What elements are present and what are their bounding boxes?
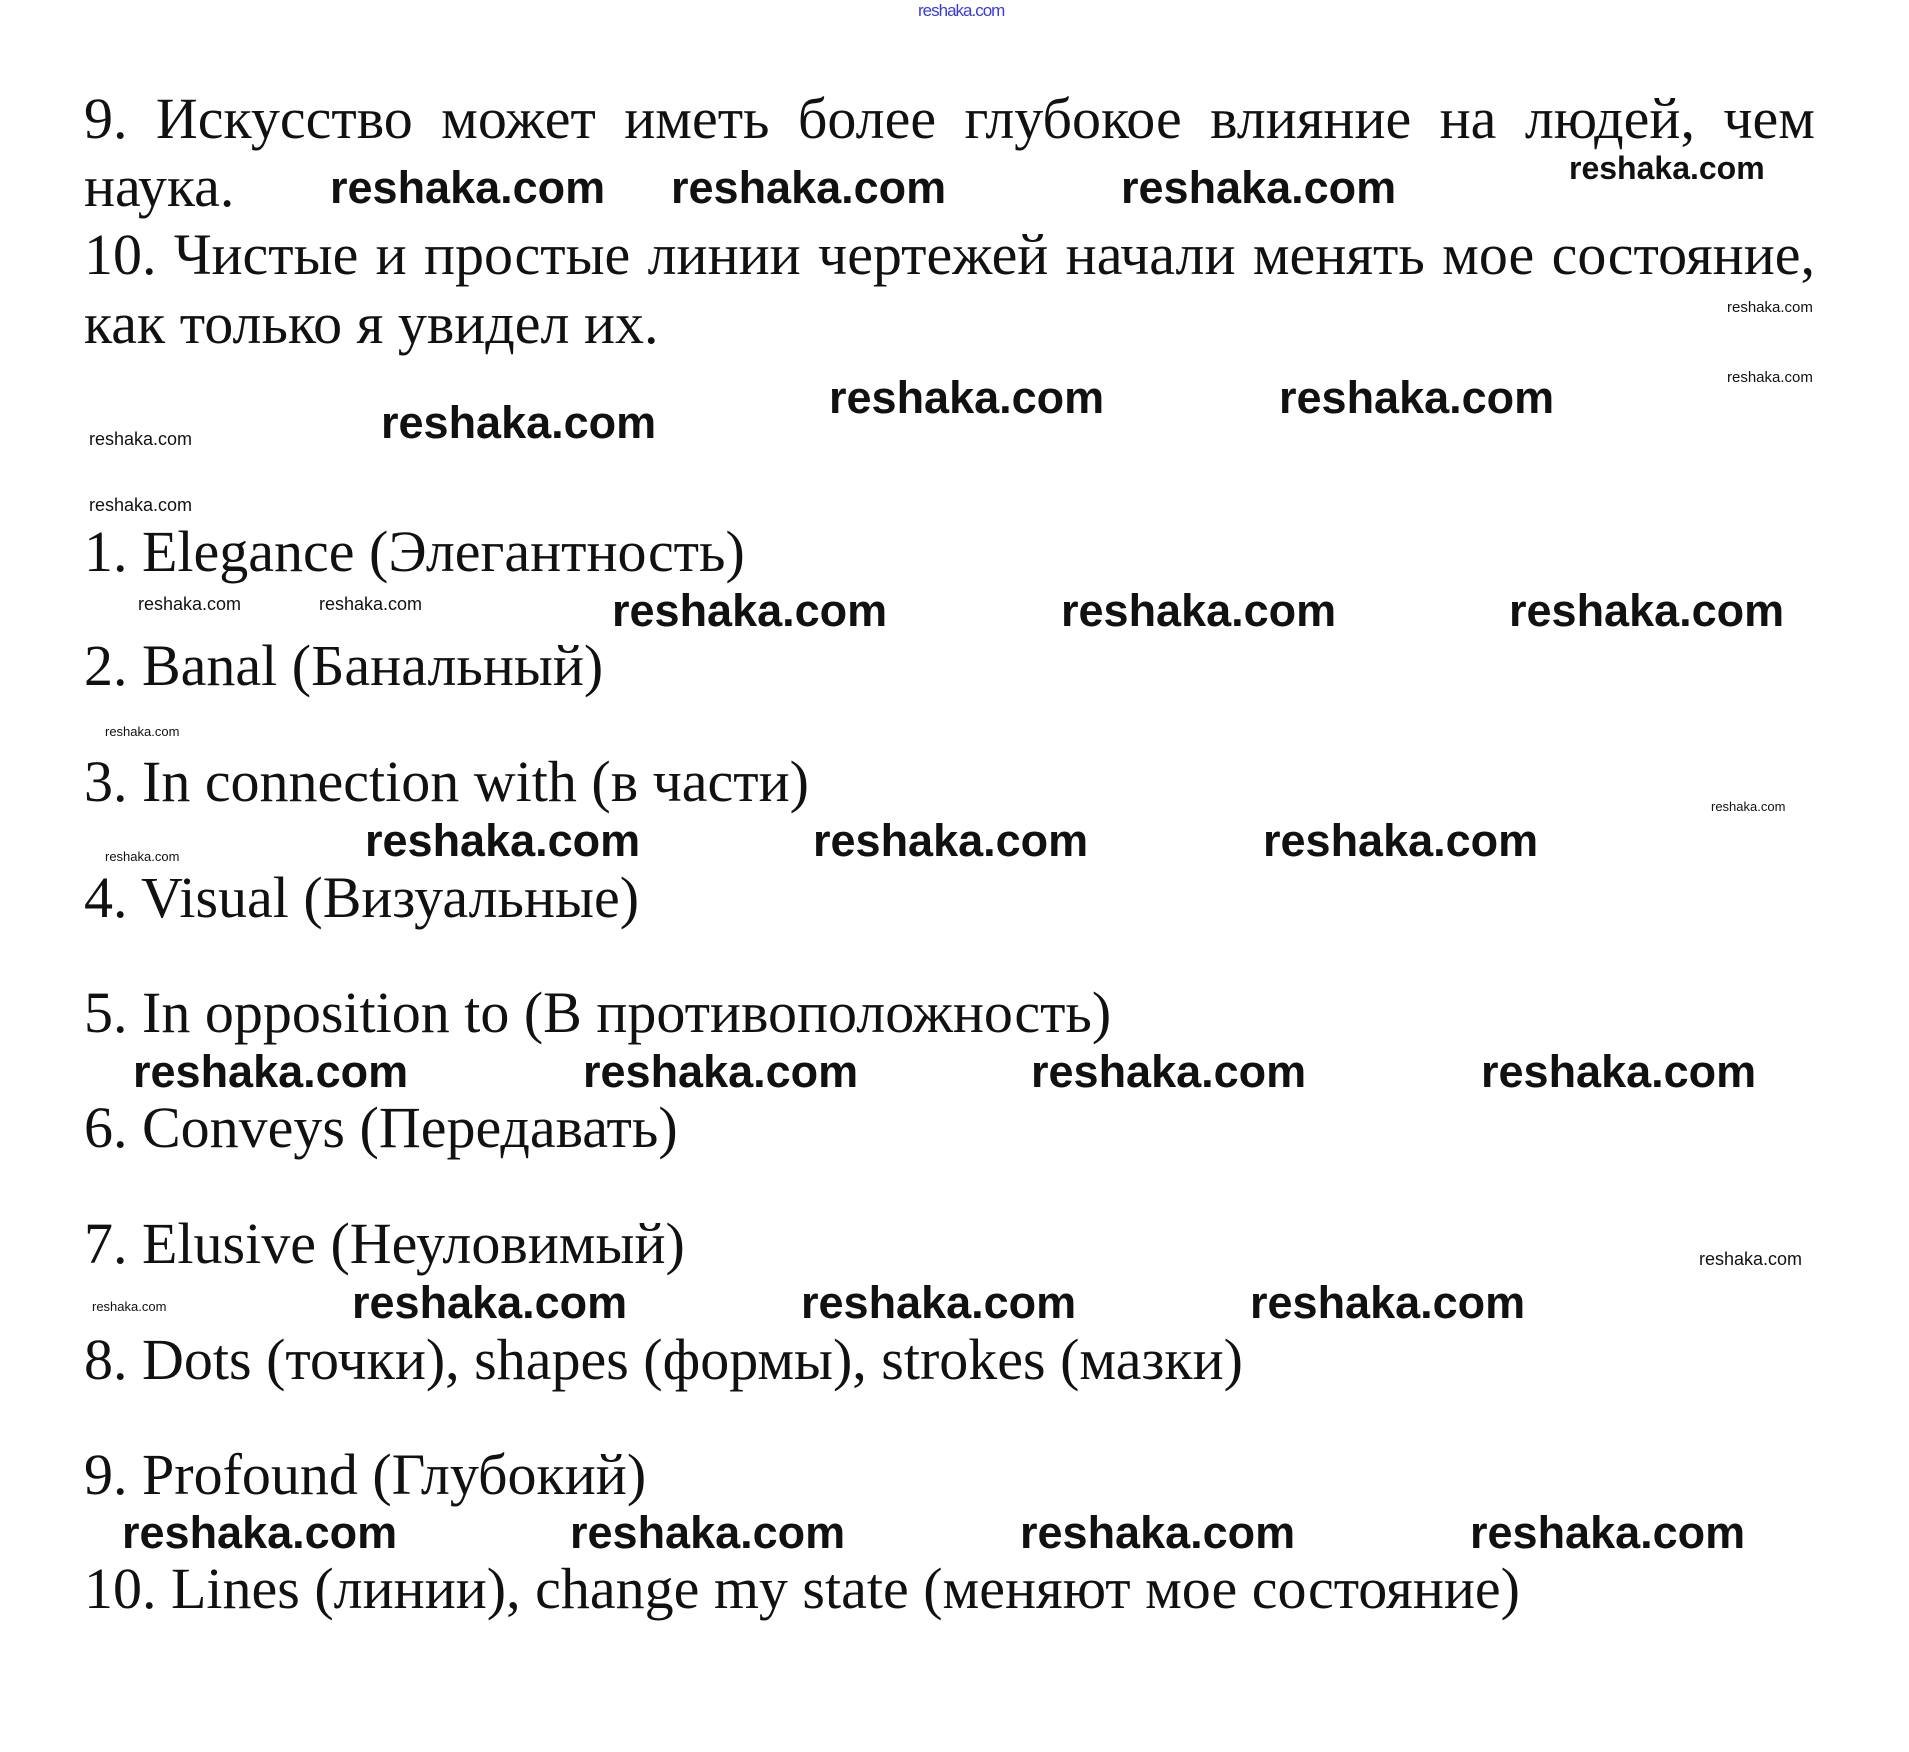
watermark: reshaka.com	[1061, 585, 1337, 636]
watermark: reshaka.com	[122, 1507, 398, 1558]
watermark: reshaka.com	[612, 585, 888, 636]
watermark: reshaka.com	[330, 162, 606, 213]
watermark: reshaka.com	[1711, 799, 1786, 814]
translation-line-10b: как только я увидел их.	[84, 291, 659, 356]
watermark: reshaka.com	[133, 1046, 409, 1097]
watermark: reshaka.com	[1481, 1046, 1757, 1097]
watermark: reshaka.com	[1699, 1249, 1803, 1269]
watermark: reshaka.com	[365, 815, 641, 866]
answer-8: 8. Dots (точки), shapes (формы), strokes (мазки)	[84, 1327, 1243, 1392]
watermark: reshaka.com	[1020, 1507, 1296, 1558]
watermark: reshaka.com	[1727, 369, 1813, 386]
answer-10: 10. Lines (линии), change my state (меняют мое состояние)	[84, 1556, 1520, 1621]
watermark: reshaka.com	[583, 1046, 859, 1097]
watermark: reshaka.com	[1279, 372, 1555, 423]
watermark: reshaka.com	[1470, 1507, 1746, 1558]
answer-2: 2. Banal (Банальный)	[84, 633, 604, 698]
watermark: reshaka.com	[105, 724, 180, 739]
watermark: reshaka.com	[1727, 299, 1813, 316]
watermark: reshaka.com	[89, 495, 193, 515]
watermark: reshaka.com	[813, 815, 1089, 866]
watermark: reshaka.com	[381, 397, 657, 448]
watermark: reshaka.com	[89, 429, 193, 449]
watermark: reshaka.com	[570, 1507, 846, 1558]
watermark: reshaka.com	[1250, 1277, 1526, 1328]
watermark: reshaka.com	[1263, 815, 1539, 866]
answer-7: 7. Elusive (Неуловимый)	[84, 1211, 685, 1276]
translation-line-10a: 10. Чистые и простые линии чертежей начали менять мое состояние,	[84, 222, 1815, 287]
answer-4: 4. Visual (Визуальные)	[84, 865, 640, 930]
watermark: reshaka.com	[352, 1277, 628, 1328]
watermark: reshaka.com	[1031, 1046, 1307, 1097]
watermark: reshaka.com	[92, 1299, 167, 1314]
watermark: reshaka.com	[1569, 150, 1765, 186]
watermark: reshaka.com	[105, 849, 180, 864]
watermark: reshaka.com	[801, 1277, 1077, 1328]
header-watermark[interactable]: reshaka.com	[918, 1, 1005, 20]
watermark: reshaka.com	[1509, 585, 1785, 636]
answer-6: 6. Conveys (Передавать)	[84, 1095, 678, 1160]
answer-1: 1. Elegance (Элегантность)	[84, 519, 745, 584]
watermark: reshaka.com	[671, 162, 947, 213]
answer-5: 5. In opposition to (В противоположность)	[84, 980, 1112, 1045]
watermark: reshaka.com	[829, 372, 1105, 423]
translation-line-9a: 9. Искусство может иметь более глубокое влияние на людей, чем	[84, 86, 1815, 151]
watermark: reshaka.com	[319, 594, 423, 614]
answer-3: 3. In connection with (в части)	[84, 749, 809, 814]
watermark: reshaka.com	[1121, 162, 1397, 213]
answer-9: 9. Profound (Глубокий)	[84, 1442, 647, 1507]
watermark: reshaka.com	[138, 594, 242, 614]
translation-line-9b: наука.	[84, 154, 235, 219]
